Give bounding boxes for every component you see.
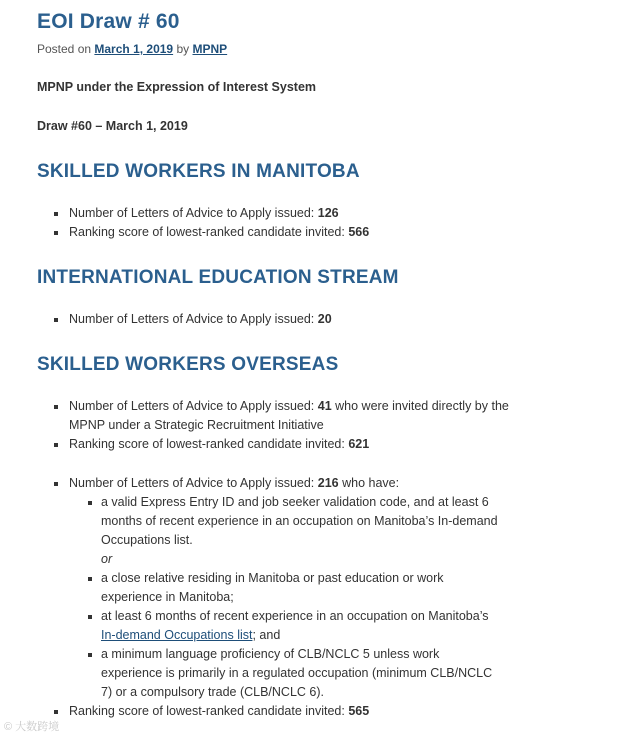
intl-education-list <box>51 310 521 329</box>
post-date-link[interactable]: March 1, 2019 <box>94 42 174 56</box>
intro-heading: MPNP under the Expression of Interest System <box>37 80 317 94</box>
list-item: Ranking score of lowest-ranked candidate invited: 566 <box>51 223 521 242</box>
in-demand-occupations-link[interactable]: In-demand Occupations list <box>101 628 253 642</box>
heading-international-education: INTERNATIONAL EDUCATION STREAM <box>37 267 399 288</box>
heading-skilled-workers-manitoba: SKILLED WORKERS IN MANITOBA <box>37 161 360 182</box>
post-title[interactable]: EOI Draw # 60 <box>37 10 180 33</box>
list-item: Ranking score of lowest-ranked candidate invited: 565 <box>51 702 521 721</box>
list-item: Number of Letters of Advice to Apply issued: 41 who were invited directly by the MPNP under a Strategic Recruitment Initiative <box>51 397 521 435</box>
draw-date-line: Draw #60 – March 1, 2019 <box>37 119 188 133</box>
sublist-item: at least 6 months of recent experience in an occupation on Manitoba’s In-demand Occupations list; and <box>69 607 499 645</box>
list-item: Number of Letters of Advice to Apply issued: 216 who have: a valid Express Entry ID and job seeker validation code, and at least 6 months of recent experience in an occupation on Manitoba’s In-demand Occupations list. or a close relative residing in Manitoba or past education or work experience in Manitoba; at least 6 months of recent experience in an occupation on Manitoba’s In-demand Occupations list; and a minimum language proficiency of CLB/NCLC 5 unless work experience is primarily in a regulated occupation (minimum CLB/NCLC 7) or a compulsory trade (CLB/NCLC 6). <box>51 474 521 702</box>
skilled-manitoba-list <box>51 204 521 242</box>
value-ranking-score: 565 <box>348 704 370 718</box>
by-label: by <box>176 42 190 56</box>
author-link[interactable]: MPNP <box>192 42 228 56</box>
value-laa-count: 126 <box>317 206 339 220</box>
heading-skilled-workers-overseas: SKILLED WORKERS OVERSEAS <box>37 354 339 375</box>
value-ranking-score: 566 <box>348 225 370 239</box>
value-laa-count: 216 <box>317 476 339 490</box>
sublist-item: a valid Express Entry ID and job seeker validation code, and at least 6 months of recent experience in an occupation on Manitoba’s In-demand Occupations list. or <box>69 493 499 569</box>
sublist-item: a minimum language proficiency of CLB/NCLC 5 unless work experience is primarily in a regulated occupation (minimum CLB/NCLC 7) or a compulsory trade (CLB/NCLC 6). <box>69 645 499 702</box>
sublist-item: a close relative residing in Manitoba or past education or work experience in Manitoba; <box>69 569 499 607</box>
post-meta <box>37 42 227 56</box>
criteria-sublist <box>69 493 499 702</box>
skilled-overseas-list-1 <box>51 397 521 454</box>
list-item: Number of Letters of Advice to Apply issued: 20 <box>51 310 521 329</box>
value-laa-count: 41 <box>317 399 332 413</box>
or-label: or <box>101 552 113 566</box>
value-laa-count: 20 <box>317 312 332 326</box>
skilled-overseas-list-2 <box>51 474 521 721</box>
posted-on-label: Posted on <box>37 42 92 56</box>
list-item: Ranking score of lowest-ranked candidate invited: 621 <box>51 435 521 454</box>
value-ranking-score: 621 <box>348 437 370 451</box>
list-item: Number of Letters of Advice to Apply issued: 126 <box>51 204 521 223</box>
watermark: © 大数跨境 <box>4 721 60 733</box>
